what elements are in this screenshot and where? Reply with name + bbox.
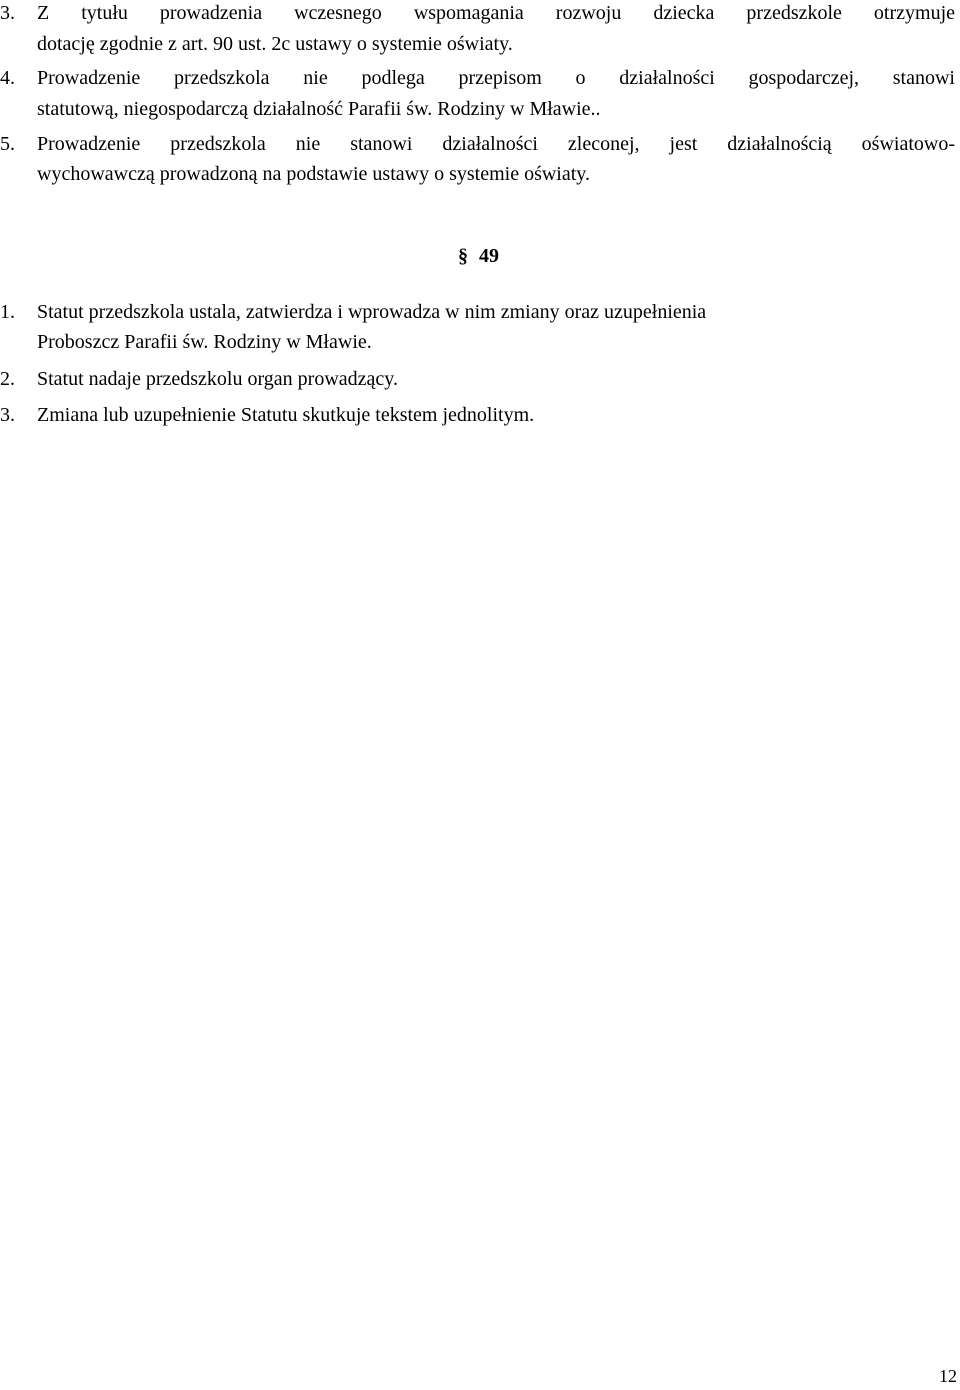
page-number: 12 [939, 1366, 957, 1386]
list-number: 4. [0, 67, 15, 89]
paragraph-line: Prowadzenie przedszkola nie stanowi działalności zleconej, jest działalnością oświatowo- [37, 133, 955, 155]
list-number: 2. [0, 368, 15, 390]
section-symbol: § [458, 245, 468, 267]
list-number: 1. [0, 301, 15, 323]
paragraph-line: Z tytułu prowadzenia wczesnego wspomagania rozwoju dziecka przedszkole otrzymuje [37, 2, 955, 24]
paragraph-line: wychowawczą prowadzoną na podstawie ustawy o systemie oświaty. [37, 163, 590, 185]
list-number: 3. [0, 404, 15, 426]
paragraph-line: Prowadzenie przedszkola nie podlega przepisom o działalności gospodarczej, stanowi [37, 67, 955, 89]
paragraph-line: Proboszcz Parafii św. Rodziny w Mławie. [37, 331, 372, 353]
paragraph-line: dotację zgodnie z art. 90 ust. 2c ustawy o systemie oświaty. [37, 33, 513, 55]
section-number: 49 [479, 245, 499, 267]
paragraph-line: Zmiana lub uzupełnienie Statutu skutkuje tekstem jednolitym. [37, 404, 535, 426]
list-number: 3. [0, 2, 15, 24]
list-number: 5. [0, 133, 15, 155]
paragraph-line: statutową, niegospodarczą działalność Parafii św. Rodziny w Mławie.. [37, 98, 601, 120]
paragraph-line: Statut nadaje przedszkolu organ prowadzący. [37, 368, 398, 390]
section-heading [458, 243, 499, 269]
paragraph-line: Statut przedszkola ustala, zatwierdza i wprowadza w nim zmiany oraz uzupełnienia [37, 301, 707, 323]
